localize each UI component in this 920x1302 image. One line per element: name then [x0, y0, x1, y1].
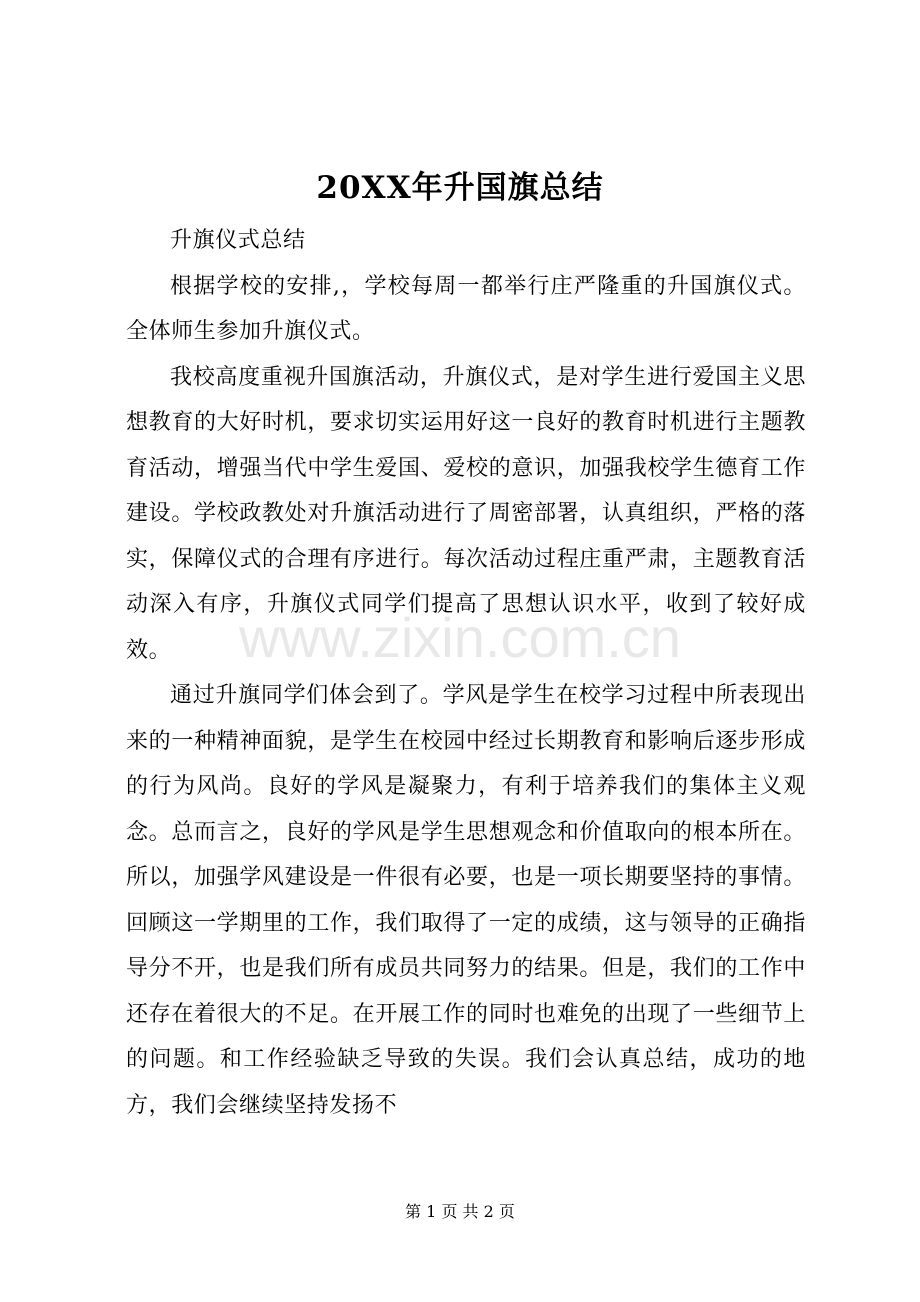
- watermark: www.zixin.com.cn: [239, 606, 681, 669]
- paragraph-2: 我校高度重视升国旗活动，升旗仪式，是对学生进行爱国主义思想教育的大好时机，要求切实运用好这一良好的教育时机进行主题教育活动，增强当代中学生爱国、爱校的意识，加强我校学生德育工作建设。学校政教处对升旗活动进行了周密部署，认真组织，严格的落实，保障仪式的合理有序进行。每次活动过程庄重严肃，主题教育活动深入有序，升旗仪式同学们提高了思想认识水平，收到了较好成效。: [126, 364, 806, 663]
- paragraph-1: 根据学校的安排,，学校每周一都举行庄严隆重的升国旗仪式。全体师生参加升旗仪式。: [126, 273, 806, 344]
- page-footer: 第 1 页 共 2 页: [405, 1202, 515, 1221]
- document-title: 20XX年升国旗总结: [316, 170, 604, 206]
- document-body: [126, 218, 806, 1128]
- paragraph-3: 通过升旗同学们体会到了。学风是学生在校学习过程中所表现出来的一种精神面貌，是学生在校园中经过长期教育和影响后逐步形成的行为风尚。良好的学风是凝聚力，有利于培养我们的集体主义观念。总而言之，良好的学风是学生思想观念和价值取向的根本所在。所以，加强学风建设是一件很有必要，也是一项长期要坚持的事情。回顾这一学期里的工作，我们取得了一定的成绩，这与领导的正确指导分不开，也是我们所有成员共同努力的结果。但是，我们的工作中还存在着很大的不足。在开展工作的同时也难免的出现了一些细节上的问题。和工作经验缺乏导致的失误。我们会认真总结，成功的地方，我们会继续坚持发扬不: [126, 683, 806, 1118]
- paragraph-subtitle: 升旗仪式总结: [170, 228, 306, 253]
